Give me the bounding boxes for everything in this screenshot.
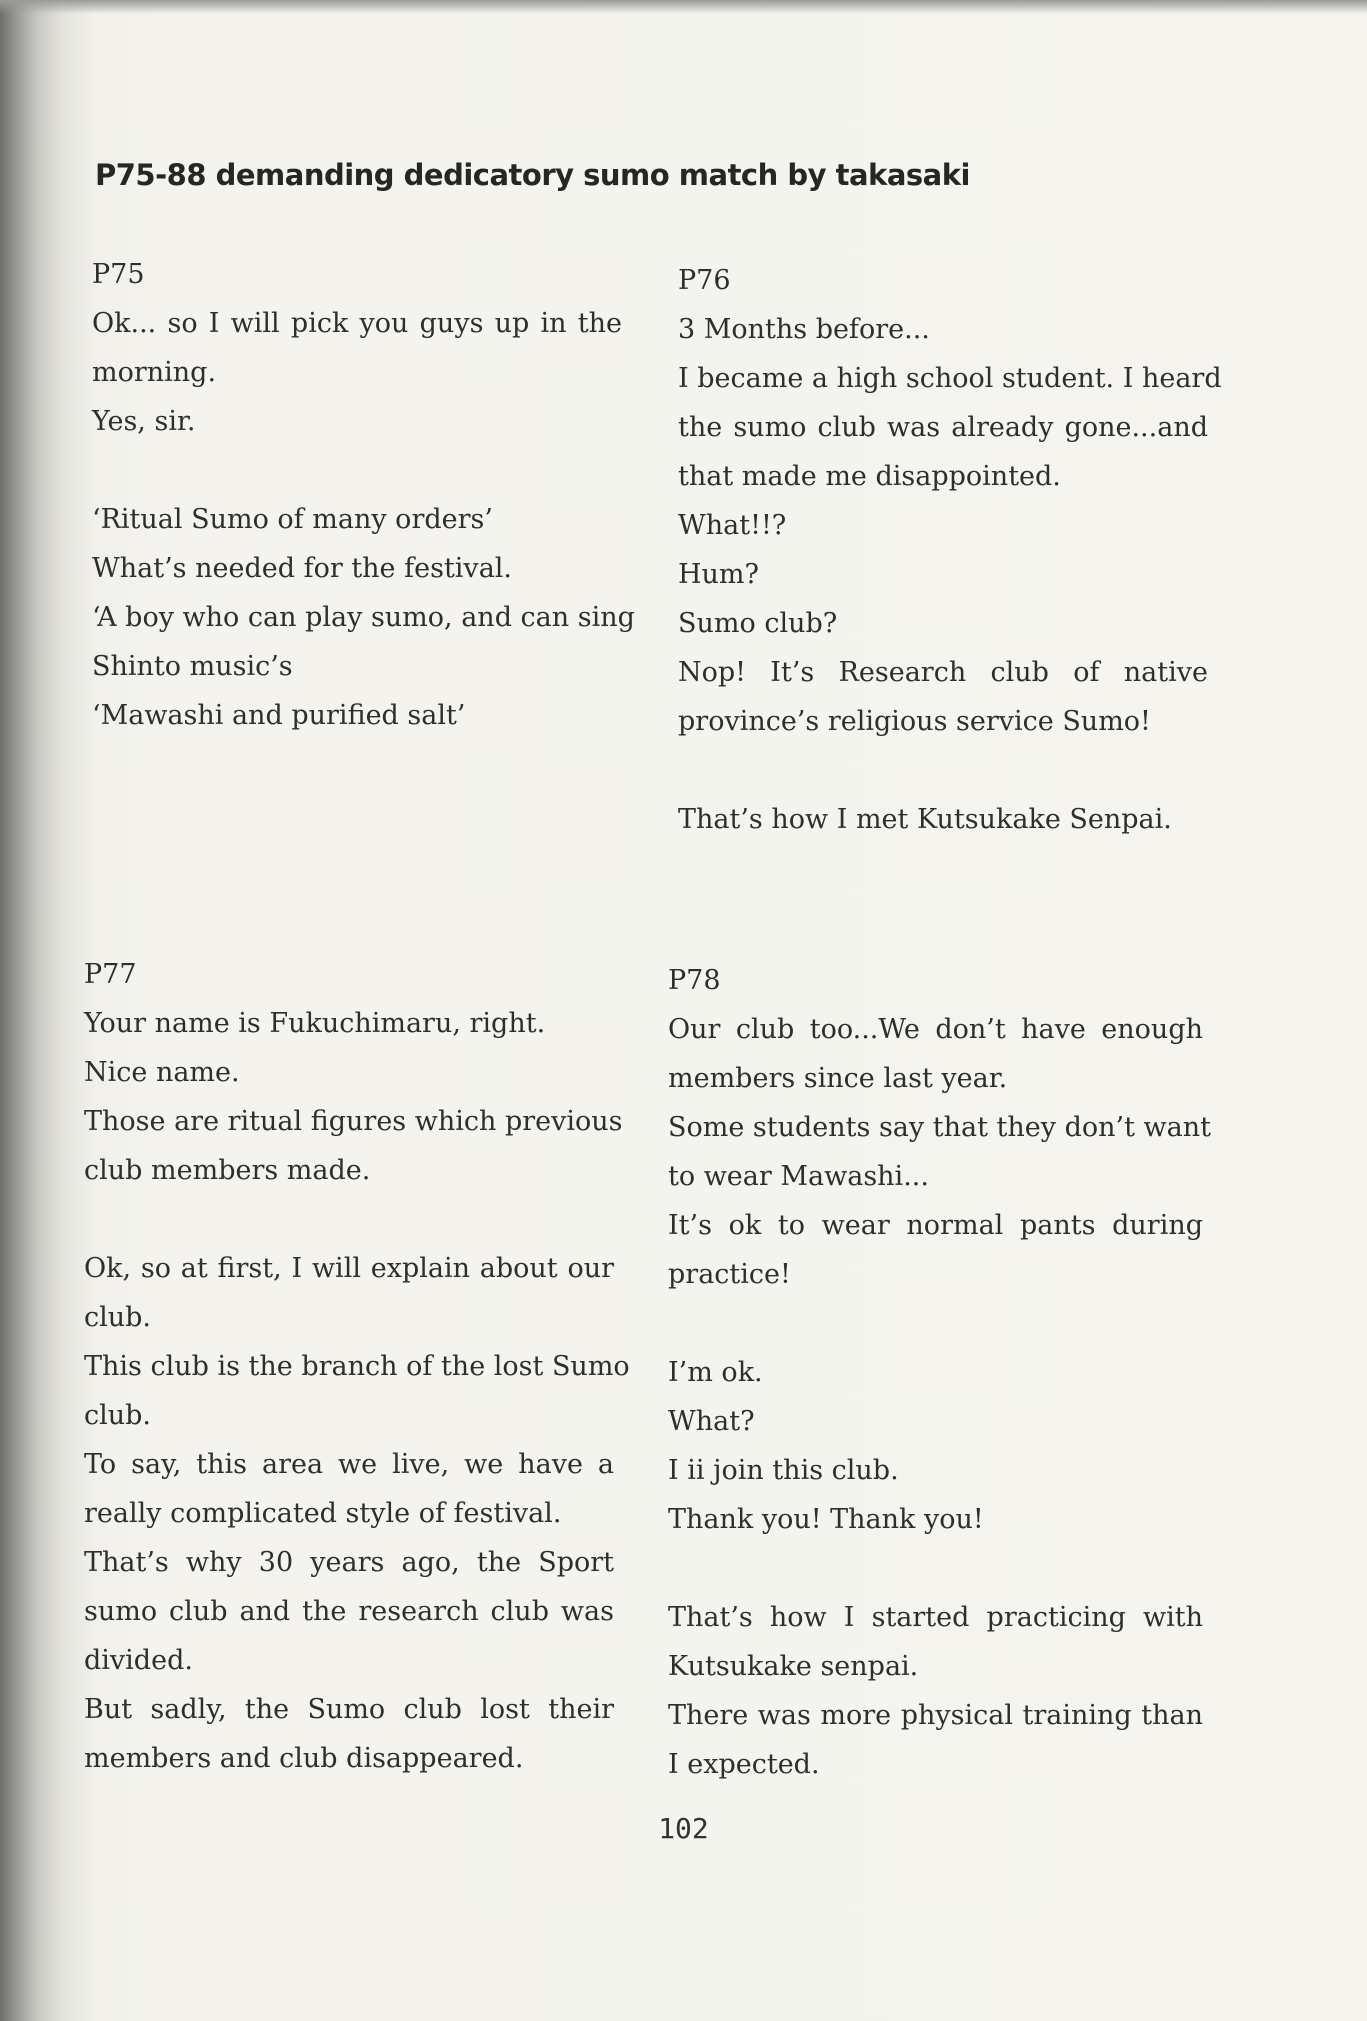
text-line: ‘A boy who can play sumo, and can sing bbox=[92, 602, 635, 633]
text-line: Our club too...We don’t have enough bbox=[668, 1014, 1203, 1045]
section-label: P75 bbox=[92, 259, 145, 290]
text-line: club. bbox=[84, 1302, 152, 1333]
text-line: That’s why 30 years ago, the Sport bbox=[84, 1547, 614, 1578]
text-line bbox=[84, 1195, 614, 1244]
text-line: sumo club and the research club was bbox=[84, 1596, 614, 1627]
text-line: divided. bbox=[84, 1645, 193, 1676]
text-line: the sumo club was already gone...and bbox=[678, 412, 1208, 443]
text-line: Yes, sir. bbox=[92, 406, 196, 437]
text-line: Thank you! Thank you! bbox=[668, 1504, 984, 1535]
text-line: 3 Months before... bbox=[678, 314, 930, 345]
text-line: members since last year. bbox=[668, 1063, 1008, 1094]
text-line: Those are ritual figures which previous bbox=[84, 1106, 623, 1137]
text-line: club. bbox=[84, 1400, 152, 1431]
text-line: Kutsukake senpai. bbox=[668, 1651, 919, 1682]
text-line: There was more physical training than bbox=[668, 1700, 1203, 1731]
text-line: Some students say that they don’t want bbox=[668, 1112, 1211, 1143]
text-line: ‘Mawashi and purified salt’ bbox=[92, 700, 466, 731]
text-line: morning. bbox=[92, 357, 217, 388]
text-line: To say, this area we live, we have a bbox=[84, 1449, 614, 1480]
page-top-shadow bbox=[0, 0, 1367, 14]
section-label: P78 bbox=[668, 965, 721, 996]
text-line: Shinto music’s bbox=[92, 651, 293, 682]
text-line: really complicated style of festival. bbox=[84, 1498, 562, 1529]
text-line: that made me disappointed. bbox=[678, 461, 1061, 492]
text-line: Sumo club? bbox=[678, 608, 838, 639]
chapter-heading: P75-88 demanding dedicatory sumo match by takasaki bbox=[95, 158, 970, 192]
text-line: I’m ok. bbox=[668, 1357, 763, 1388]
text-line: ‘Ritual Sumo of many orders’ bbox=[92, 504, 493, 535]
text-line: This club is the branch of the lost Sumo bbox=[84, 1351, 630, 1382]
text-line: What!!? bbox=[678, 510, 787, 541]
text-line bbox=[668, 1299, 1203, 1348]
page-number: 102 bbox=[658, 1812, 709, 1845]
text-line: to wear Mawashi... bbox=[668, 1161, 929, 1192]
text-line: club members made. bbox=[84, 1155, 371, 1186]
text-line: Your name is Fukuchimaru, right. bbox=[84, 1008, 546, 1039]
section-p75 bbox=[92, 250, 635, 740]
section-p77 bbox=[84, 950, 630, 1783]
text-line: That’s how I met Kutsukake Senpai. bbox=[678, 804, 1172, 835]
text-line: What’s needed for the festival. bbox=[92, 553, 513, 584]
text-line: It’s ok to wear normal pants during bbox=[668, 1210, 1203, 1241]
text-line: practice! bbox=[668, 1259, 791, 1290]
text-line: Nop! It’s Research club of native bbox=[678, 657, 1208, 688]
section-p76 bbox=[678, 256, 1222, 844]
text-line bbox=[668, 1544, 1203, 1593]
section-p78 bbox=[668, 956, 1211, 1789]
text-line: province’s religious service Sumo! bbox=[678, 706, 1151, 737]
text-line: Nice name. bbox=[84, 1057, 240, 1088]
text-line: members and club disappeared. bbox=[84, 1743, 524, 1774]
text-line: But sadly, the Sumo club lost their bbox=[84, 1694, 614, 1725]
section-label: P77 bbox=[84, 959, 137, 990]
text-line: What? bbox=[668, 1406, 755, 1437]
text-line bbox=[678, 746, 1208, 795]
section-label: P76 bbox=[678, 265, 731, 296]
text-line: I expected. bbox=[668, 1749, 820, 1780]
text-line: That’s how I started practicing with bbox=[668, 1602, 1203, 1633]
text-line: I ii join this club. bbox=[668, 1455, 899, 1486]
text-line: Ok... so I will pick you guys up in the bbox=[92, 308, 622, 339]
text-line: Ok, so at first, I will explain about our bbox=[84, 1253, 614, 1284]
text-line bbox=[92, 446, 622, 495]
text-line: Hum? bbox=[678, 559, 760, 590]
text-line: I became a high school student. I heard bbox=[678, 363, 1222, 394]
